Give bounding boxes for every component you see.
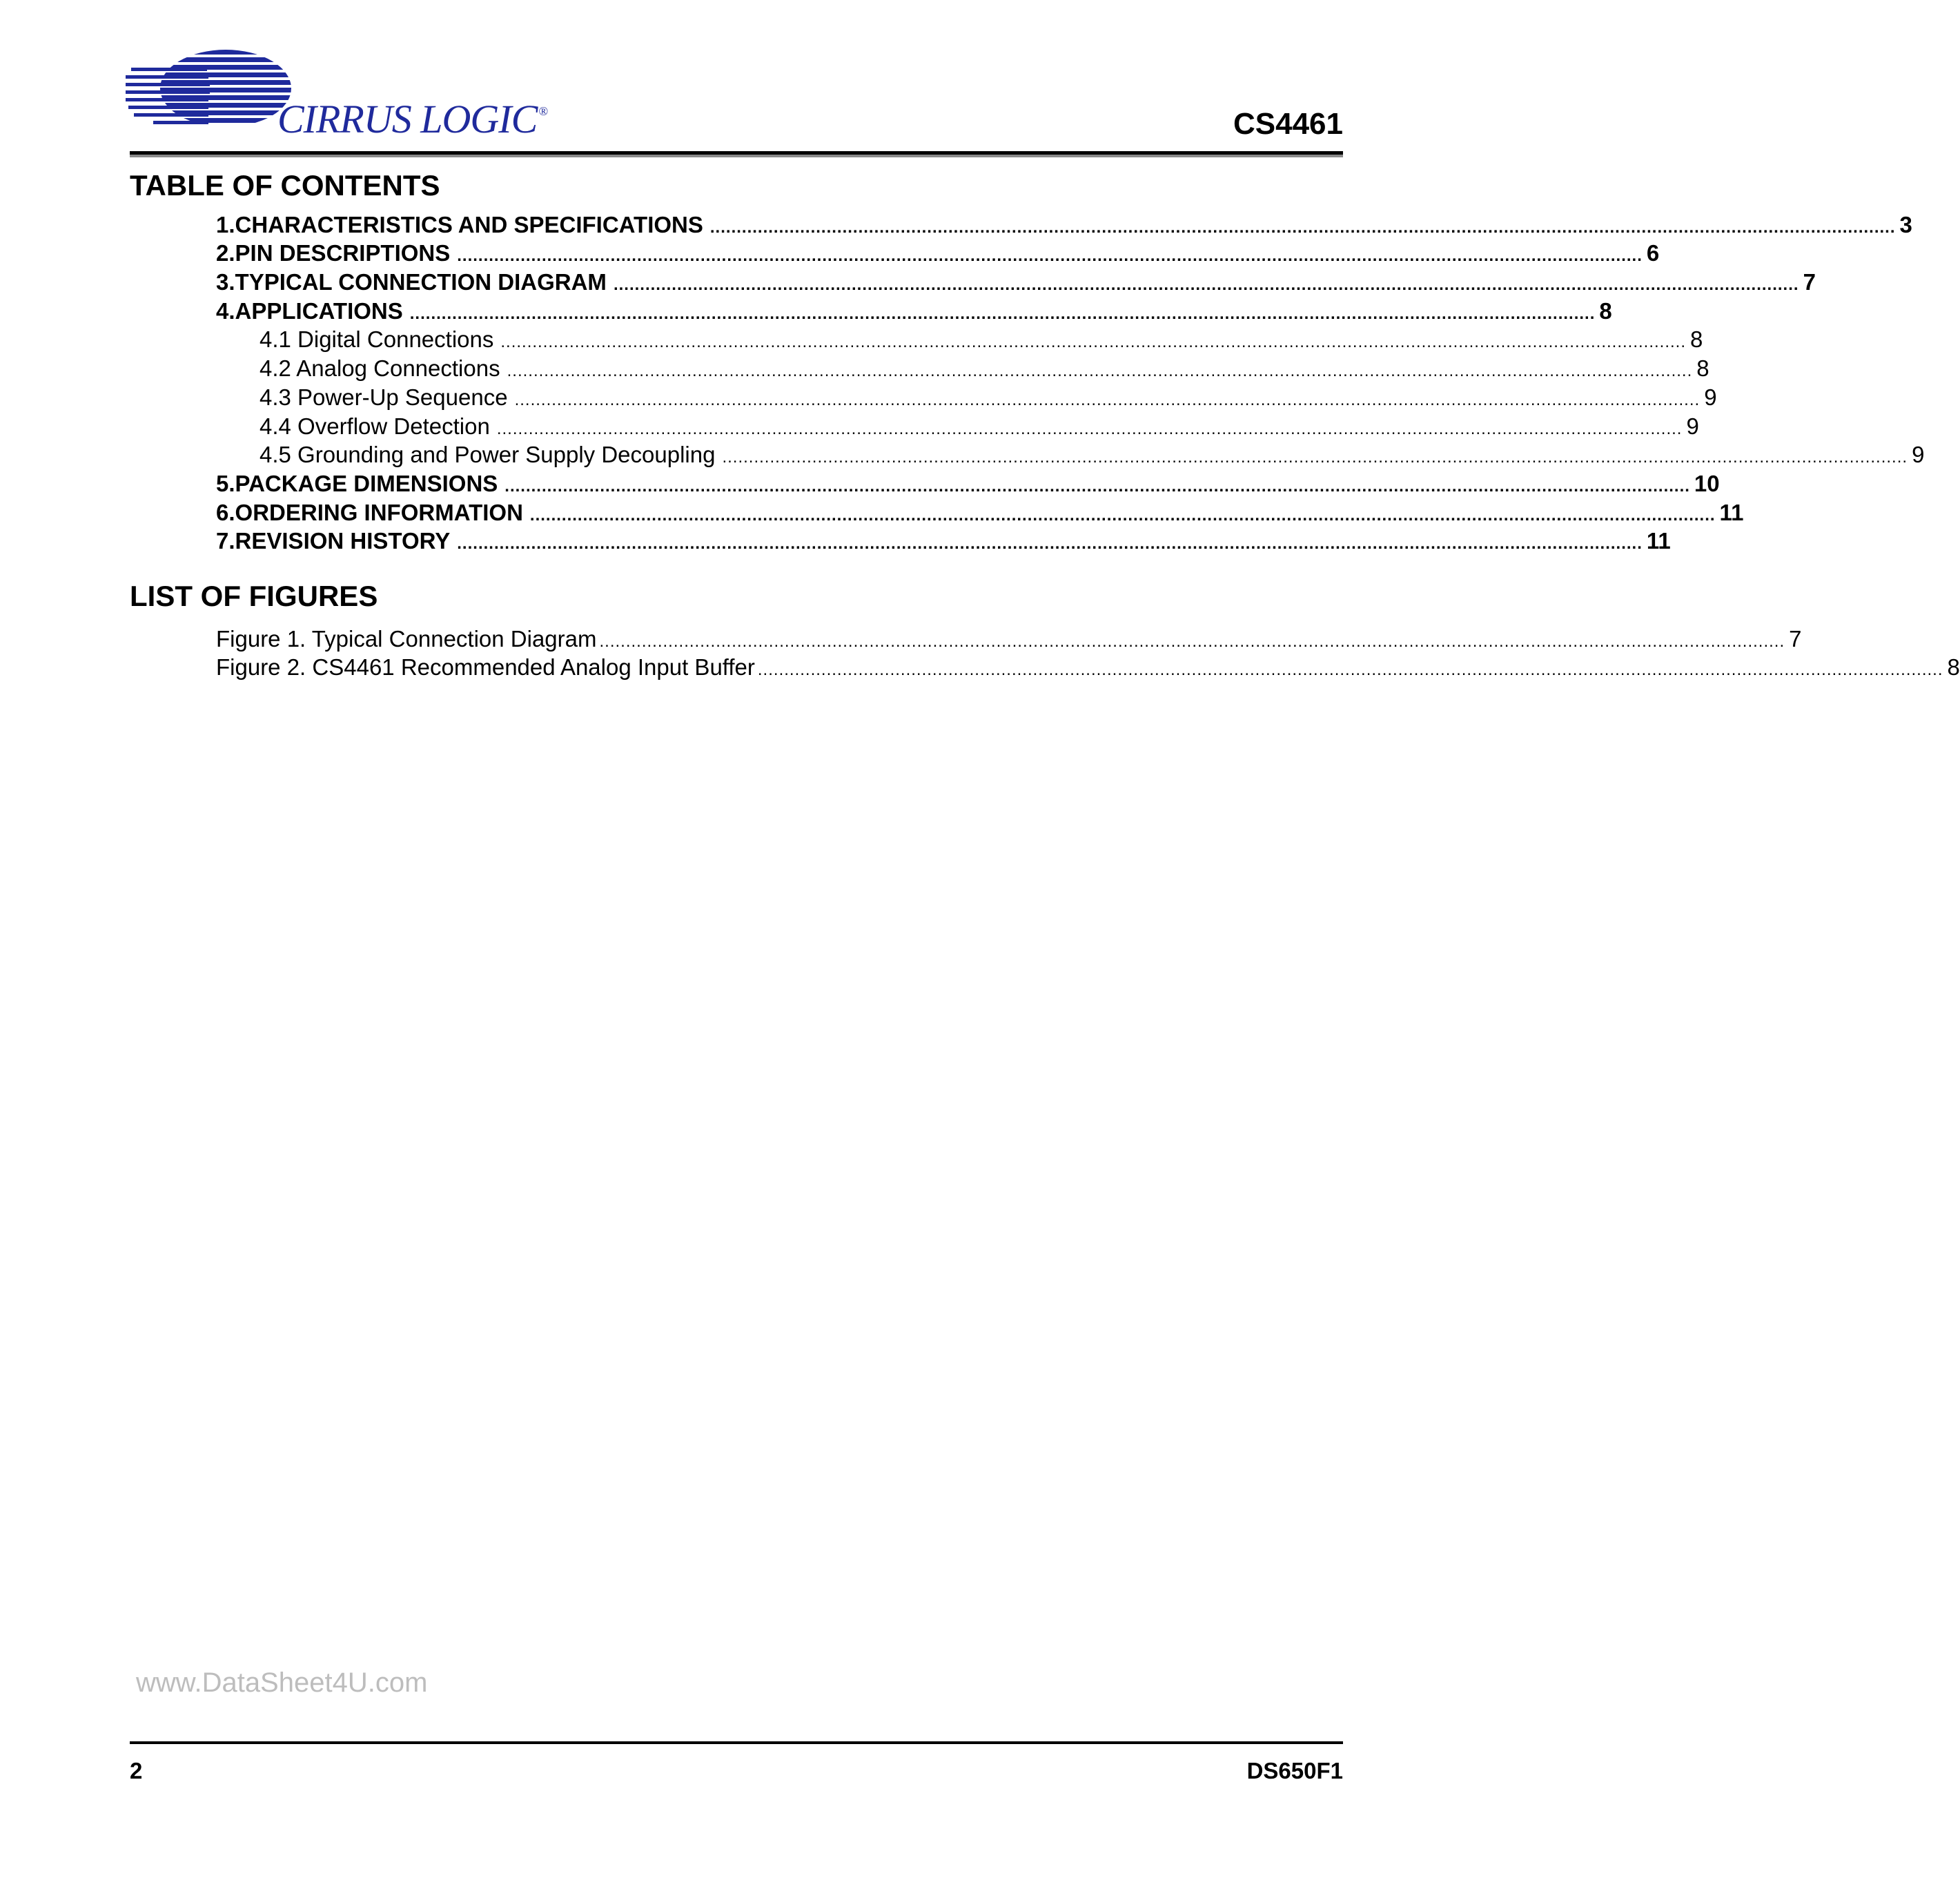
toc-entry-page: 7 [1803, 269, 1816, 295]
toc-entry-label: REVISION HISTORY [235, 528, 451, 554]
toc-entry-page: 6 [1646, 240, 1660, 266]
document-id: CS4461 [1233, 107, 1343, 141]
watermark-text[interactable]: www.DataSheet4U.com [136, 1667, 428, 1698]
toc-leader-dots: ................................................................................................................................................................................................................................ [529, 505, 1716, 525]
footer-page-number: 2 [130, 1758, 143, 1783]
figure-entry-label: Figure 2. CS4461 Recommended Analog Input Buffer [216, 654, 755, 681]
toc-leader-dots: ................................................................................................................................................................................................................................ [504, 476, 1690, 496]
toc-entry-number: 3. [216, 269, 235, 295]
toc-entry-page: 8 [1599, 297, 1612, 324]
toc-entry-label: 4.5 Grounding and Power Supply Decoupling [259, 442, 716, 468]
toc-entry-4-1[interactable] [216, 322, 1703, 353]
toc-leader-dots: ................................................................................................................................................................................................................................ [457, 246, 1643, 266]
toc-entry-number: 5. [216, 470, 235, 496]
toc-entry-4-5[interactable] [216, 438, 1925, 468]
toc-entry-number: 1. [216, 211, 235, 237]
toc-entry-page: 9 [1912, 442, 1925, 468]
figure-leader-dots: ................................................................................................................................................................................................................................ [757, 661, 1943, 680]
toc-leader-dots: ................................................................................................................................................................................................................................ [613, 275, 1799, 295]
header-rule-shadow [130, 155, 1343, 157]
toc-leader-dots: ................................................................................................................................................................................................................................ [457, 534, 1643, 554]
toc-entry-4-3[interactable] [216, 380, 1717, 410]
toc-entry-number: 7. [216, 528, 235, 554]
figure-entry-page: 7 [1789, 625, 1802, 652]
footer-doc-code: DS650F1 [1246, 1758, 1343, 1783]
toc-entry-page: 11 [1646, 528, 1671, 554]
figure-entry-2[interactable] [216, 650, 1960, 681]
toc-entry-label: PACKAGE DIMENSIONS [235, 470, 498, 496]
toc-entry-label: 4.2 Analog Connections [259, 355, 500, 382]
toc-leader-dots: ................................................................................................................................................................................................................................ [722, 448, 1908, 467]
toc-entry-6[interactable] [216, 495, 1744, 525]
figures-list [216, 621, 1960, 681]
toc-entry-page: 8 [1690, 326, 1703, 353]
toc-leader-dots: ................................................................................................................................................................................................................................ [514, 390, 1701, 409]
toc-entry-2[interactable] [216, 236, 1660, 266]
toc-entry-7[interactable] [216, 524, 1671, 554]
toc-entry-number: 6. [216, 499, 235, 525]
toc-entry-number: 4. [216, 297, 235, 324]
toc-leader-dots: ................................................................................................................................................................................................................................ [709, 217, 1896, 237]
toc-entry-5[interactable] [216, 466, 1720, 496]
toc-entry-page: 9 [1686, 413, 1699, 439]
toc-entry-4[interactable] [216, 293, 1612, 324]
toc-entry-label: 4.3 Power-Up Sequence [259, 384, 508, 410]
toc-leader-dots: ................................................................................................................................................................................................................................ [496, 419, 1683, 438]
toc-entry-page: 10 [1694, 470, 1720, 496]
logo-wordmark: CIRRUS LOGIC ® [277, 97, 547, 141]
toc-entry-page: 3 [1899, 211, 1912, 237]
toc-leader-dots: ................................................................................................................................................................................................................................ [409, 304, 1596, 323]
toc-entry-label: ORDERING INFORMATION [235, 499, 523, 525]
toc-entry-4-4[interactable] [216, 409, 1699, 439]
toc-leader-dots: ................................................................................................................................................................................................................................ [507, 362, 1693, 381]
toc-entry-label: PIN DESCRIPTIONS [235, 240, 451, 266]
figure-entry-label: Figure 1. Typical Connection Diagram [216, 625, 597, 652]
toc-entry-page: 9 [1704, 384, 1717, 410]
toc-entry-label: APPLICATIONS [235, 297, 403, 324]
footer-rule [130, 1741, 1343, 1744]
toc-entry-label: TYPICAL CONNECTION DIAGRAM [235, 269, 607, 295]
figure-entry-1[interactable] [216, 621, 1802, 652]
figures-title: LIST OF FIGURES [130, 580, 378, 612]
figure-leader-dots: ................................................................................................................................................................................................................................ [599, 632, 1785, 651]
toc-entry-number: 2. [216, 240, 235, 266]
toc-entry-4-2[interactable] [216, 351, 1709, 382]
toc-entry-1[interactable] [216, 207, 1912, 237]
toc-entry-label: CHARACTERISTICS AND SPECIFICATIONS [235, 211, 703, 237]
toc-entry-page: 11 [1719, 499, 1744, 525]
toc-list [216, 207, 1925, 554]
toc-entry-label: 4.1 Digital Connections [259, 326, 494, 353]
figure-entry-page: 8 [1947, 654, 1960, 681]
toc-entry-page: 8 [1696, 355, 1709, 382]
toc-title: TABLE OF CONTENTS [130, 169, 440, 202]
toc-entry-label: 4.4 Overflow Detection [259, 413, 490, 439]
toc-leader-dots: ................................................................................................................................................................................................................................ [500, 333, 1686, 352]
toc-entry-3[interactable] [216, 264, 1816, 295]
cirrus-logic-logo [126, 47, 553, 144]
